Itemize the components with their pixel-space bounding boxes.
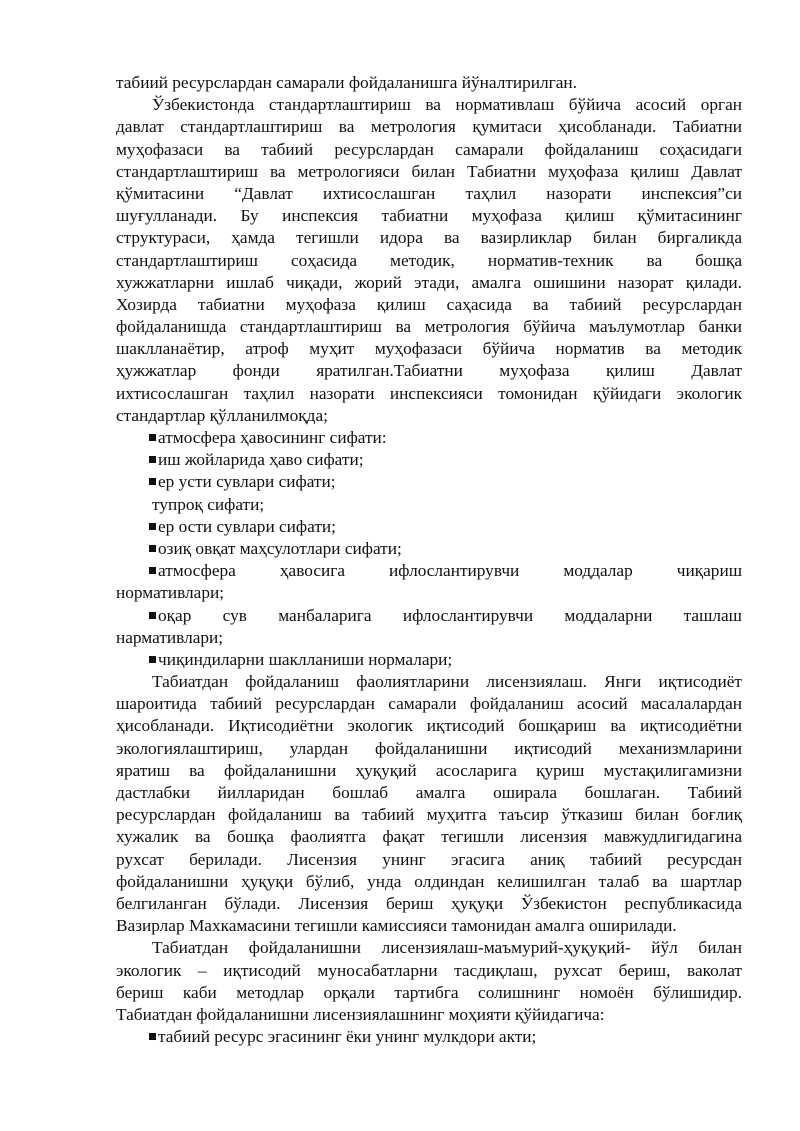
text-line: [116, 94, 742, 116]
line-text: стандартлаштириш ва метрологияси билан Табиатни муҳофаза қилиш Давлат: [116, 161, 742, 181]
text-line: [116, 582, 742, 604]
text-line: [116, 738, 742, 760]
text-line: [116, 294, 742, 316]
bullet-item: [116, 1026, 742, 1048]
line-text: ресурслардан фойдаланиш ва табиий муҳитга таъсир ўтказиш билан боғлиқ: [116, 805, 742, 825]
text-line: [116, 338, 742, 360]
document-body: [116, 72, 742, 1048]
text-line: [116, 960, 742, 982]
text-line: [116, 272, 742, 294]
line-text: рухсат берилади. Лисензия унинг эгасига аниқ табиий ресурсдан: [116, 849, 742, 869]
line-text: фойдаланишда стандартлаштириш ва метрология бўйича маълумотлар банки: [116, 317, 742, 337]
bullet-square-icon: [149, 567, 156, 574]
line-text: яратиш ва фойдаланишни ҳуқуқий асосларига қуриш мустақилигамизни: [116, 760, 742, 780]
line-text: нармативлари;: [116, 627, 224, 647]
text-line: [116, 671, 742, 693]
bullet-square-icon: [149, 523, 156, 530]
text-line: [116, 915, 742, 937]
text-line: [116, 72, 742, 94]
text-line: [116, 316, 742, 338]
bullet-square-icon: [149, 656, 156, 663]
line-text: экологиялаштириш, улардан фойдаланишни иқтисодий механизмларини: [116, 738, 742, 758]
line-text: давлат стандартлаштириш ва метрология қумитаси ҳисобланади. Табиатни: [116, 117, 742, 137]
bullet-item: [116, 449, 742, 471]
line-text: фойдаланишни ҳуқуқи бўлиб, унда олдиндан келишилган талаб ва шартлар: [116, 871, 742, 891]
text-line: [116, 494, 742, 516]
line-text: атмосфера ҳавосига ифлослантирувчи моддалар чиқариш: [158, 561, 742, 581]
line-text: структураси, ҳамда тегишли идора ва вазирликлар билан биргаликда: [116, 228, 742, 248]
text-line: [116, 849, 742, 871]
line-text: ер усти сувлари сифати;: [158, 472, 336, 492]
text-line: [116, 782, 742, 804]
line-text: Табиатдан фойдаланишни лисензиялаш-маъмурий-ҳуқуқий- йўл билан: [152, 938, 742, 958]
line-text: Ўзбекистонда стандартлаштириш ва нормативлаш бўйича асосий орган: [152, 95, 742, 115]
line-text: тупроқ сифати;: [152, 494, 265, 514]
bullet-item: [116, 605, 742, 627]
line-text: табиий ресурслардан самарали фойдаланишга йўналтирилган.: [116, 73, 577, 92]
bullet-square-icon: [149, 1033, 156, 1040]
bullet-square-icon: [149, 612, 156, 619]
bullet-item: [116, 516, 742, 538]
line-text: иш жойларида ҳаво сифати;: [158, 450, 364, 470]
line-text: шаклланаётир, атроф муҳит муҳофазаси бўйича норматив ва методик: [116, 339, 742, 359]
line-text: муҳофазаси ва табиий ресурслардан самарали фойдаланиш соҳасидаги: [116, 139, 742, 159]
line-text: нормативлари;: [116, 583, 225, 603]
line-text: ҳисобланади. Иқтисодиётни экологик иқтисодий бошқариш ва иқтисодиётни: [116, 716, 742, 736]
line-text: белгиланган бўлади. Лисензия бериш ҳуқуқи Ўзбекистон республикасида: [116, 893, 742, 913]
bullet-square-icon: [149, 456, 156, 463]
text-line: [116, 183, 742, 205]
text-line: [116, 383, 742, 405]
line-text: стандартлаштириш соҳасида методик, норматив-техник ва бошқа: [116, 250, 742, 270]
bullet-square-icon: [149, 478, 156, 485]
line-text: Табиатдан фойдаланиш фаолиятларини лисензиялаш. Янги иқтисодиёт: [152, 672, 742, 692]
line-text: хужалик ва бошқа фаолиятга фақат тегишли лисензия мавжудлигидагина: [116, 827, 742, 847]
text-line: [116, 693, 742, 715]
bullet-item: [116, 538, 742, 560]
line-text: ҳужжатлар фонди яратилган.Табиатни муҳофаза қилиш Давлат: [116, 361, 742, 381]
text-line: [116, 871, 742, 893]
text-line: [116, 360, 742, 382]
line-text: бериш каби методлар орқали тартибга солишнинг номоён бўлишидир.: [116, 982, 742, 1002]
text-line: [116, 205, 742, 227]
text-line: [116, 250, 742, 272]
line-text: қўмитасини “Давлат ихтисослашган таҳлил назорати инспексия”си: [116, 183, 742, 203]
line-text: озиқ овқат маҳсулотлари сифати;: [158, 538, 402, 558]
line-text: ер ости сувлари сифати;: [158, 516, 336, 536]
line-text: дастлабки йилларидан бошлаб амалга оширала бошлаган. Табиий: [116, 783, 742, 802]
bullet-item: [116, 649, 742, 671]
text-line: [116, 1004, 742, 1026]
text-line: [116, 405, 742, 427]
bullet-item: [116, 560, 742, 582]
bullet-item: [116, 427, 742, 449]
text-line: [116, 715, 742, 737]
line-text: стандартлар қўлланилмоқда;: [116, 405, 328, 425]
line-text: табиий ресурс эгасининг ёки унинг мулкдори акти;: [158, 1027, 537, 1047]
line-text: Хозирда табиатни муҳофаза қилиш саҳасида ва табиий ресурслардан: [116, 294, 742, 314]
line-text: оқар сув манбаларига ифлослантирувчи моддаларни ташлаш: [158, 605, 742, 625]
text-line: [116, 161, 742, 183]
bullet-square-icon: [149, 434, 156, 441]
line-text: экологик – иқтисодий муносабатларни тасдиқлаш, рухсат бериш, ваколат: [116, 960, 742, 980]
line-text: шароитида табиий ресурслардан самарали фойдаланиш асосий масалалардан: [116, 694, 742, 714]
text-line: [116, 760, 742, 782]
text-line: [116, 116, 742, 138]
line-text: чиқиндиларни шаклланиши нормалари;: [158, 649, 453, 669]
text-line: [116, 139, 742, 161]
bullet-square-icon: [149, 545, 156, 552]
line-text: ихтисослашган таҳлил назорати инспексияси томонидан қўйидаги экологик: [116, 383, 742, 403]
text-line: [116, 627, 742, 649]
text-line: [116, 982, 742, 1004]
text-line: [116, 826, 742, 848]
text-line: [116, 804, 742, 826]
line-text: хужжатларни ишлаб чиқади, жорий этади, амалга ошишини назорат қилади.: [116, 272, 742, 292]
line-text: Табиатдан фойдаланишни лисензиялашнинг моҳияти қўйидагича:: [116, 1004, 605, 1024]
text-line: [116, 937, 742, 959]
line-text: атмосфера ҳавосининг сифати:: [158, 428, 387, 447]
line-text: Вазирлар Махкамасини тегишли камиссияси тамонидан амалга оширилади.: [116, 916, 677, 936]
bullet-item: [116, 471, 742, 493]
line-text: шуғулланади. Бу инспексия табиатни муҳофаза қилиш қўмитасининг: [116, 206, 742, 226]
text-line: [116, 893, 742, 915]
text-line: [116, 227, 742, 249]
